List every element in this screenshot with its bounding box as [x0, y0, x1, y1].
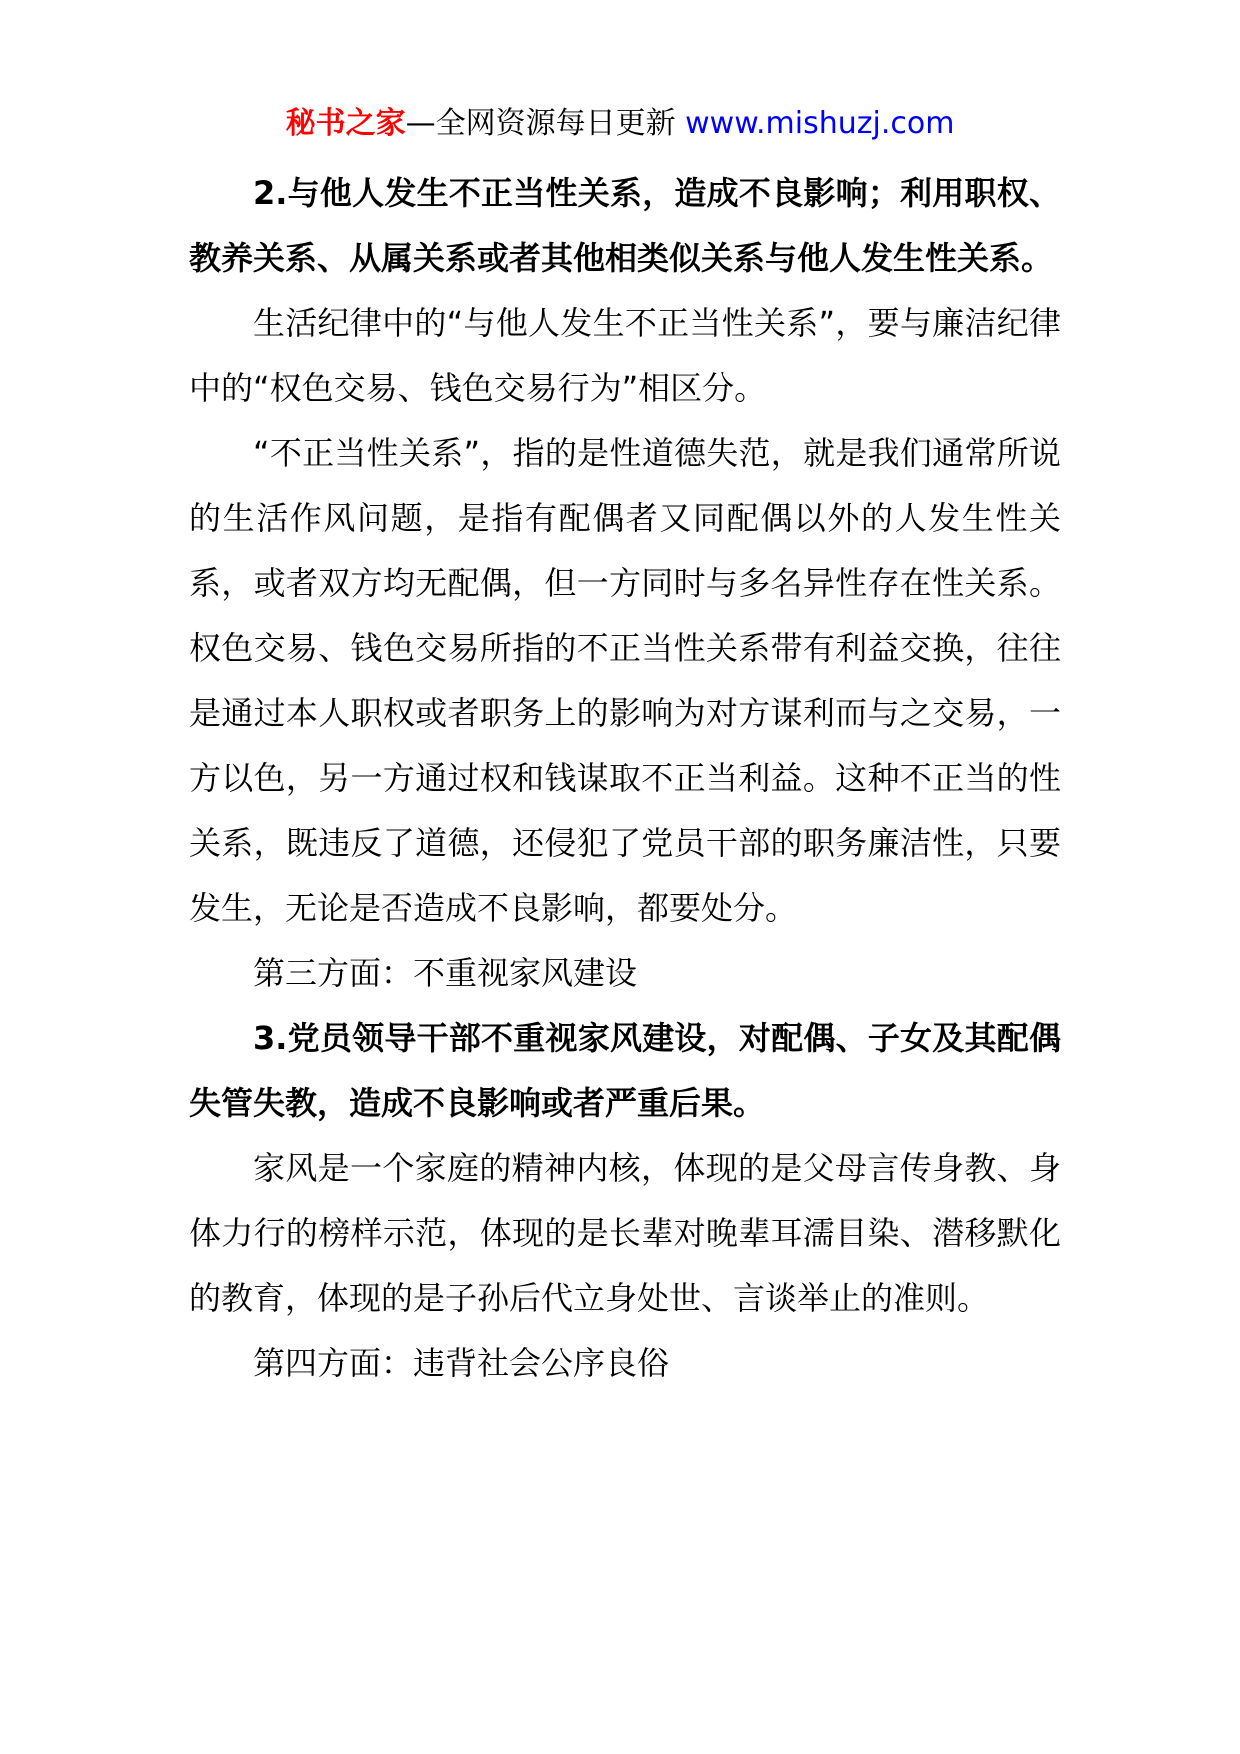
- document-body: [189, 161, 1061, 1396]
- paragraph-family-values: 家风是一个家庭的精神内核，体现的是父母言传身教、身体力行的榜样示范，体现的是长辈对晚辈耳濡目染、潜移默化的教育，体现的是子孙后代立身处世、言谈举止的准则。: [189, 1149, 1061, 1317]
- section-4-title: 第四方面：违背社会公序良俗: [253, 1344, 670, 1382]
- website-link[interactable]: www.mishuzj.com: [685, 106, 955, 141]
- article-2-heading: 2.与他人发生不正当性关系，造成不良影响；利用职权、教养关系、从属关系或者其他相类似关系与他人发生性关系。: [189, 174, 1061, 277]
- header-tagline: —全网资源每日更新: [405, 106, 686, 141]
- page-header: [0, 103, 1240, 145]
- paragraph-distinction: 生活纪律中的“与他人发生不正当性关系”，要与廉洁纪律中的“权色交易、钱色交易行为”相区分。: [189, 304, 1061, 407]
- paragraph-definition: “不正当性关系”，指的是性道德失范，就是我们通常所说的生活作风问题，是指有配偶者又同配偶以外的人发生性关系，或者双方均无配偶，但一方同时与多名异性存在性关系。权色交易、钱色交易所指的不正当性关系带有利益交换，往往是通过本人职权或者职务上的影响为对方谋利而与之交易，一方以色，另一方通过权和钱谋取不正当利益。这种不正当的性关系，既违反了道德，还侵犯了党员干部的职务廉洁性，只要发生，无论是否造成不良影响，都要处分。: [189, 434, 1061, 927]
- section-3-title: 第三方面：不重视家风建设: [253, 954, 638, 992]
- brand-name: 秘书之家: [285, 106, 406, 141]
- article-3-heading: 3.党员领导干部不重视家风建设，对配偶、子女及其配偶失管失教，造成不良影响或者严重后果。: [189, 1019, 1061, 1122]
